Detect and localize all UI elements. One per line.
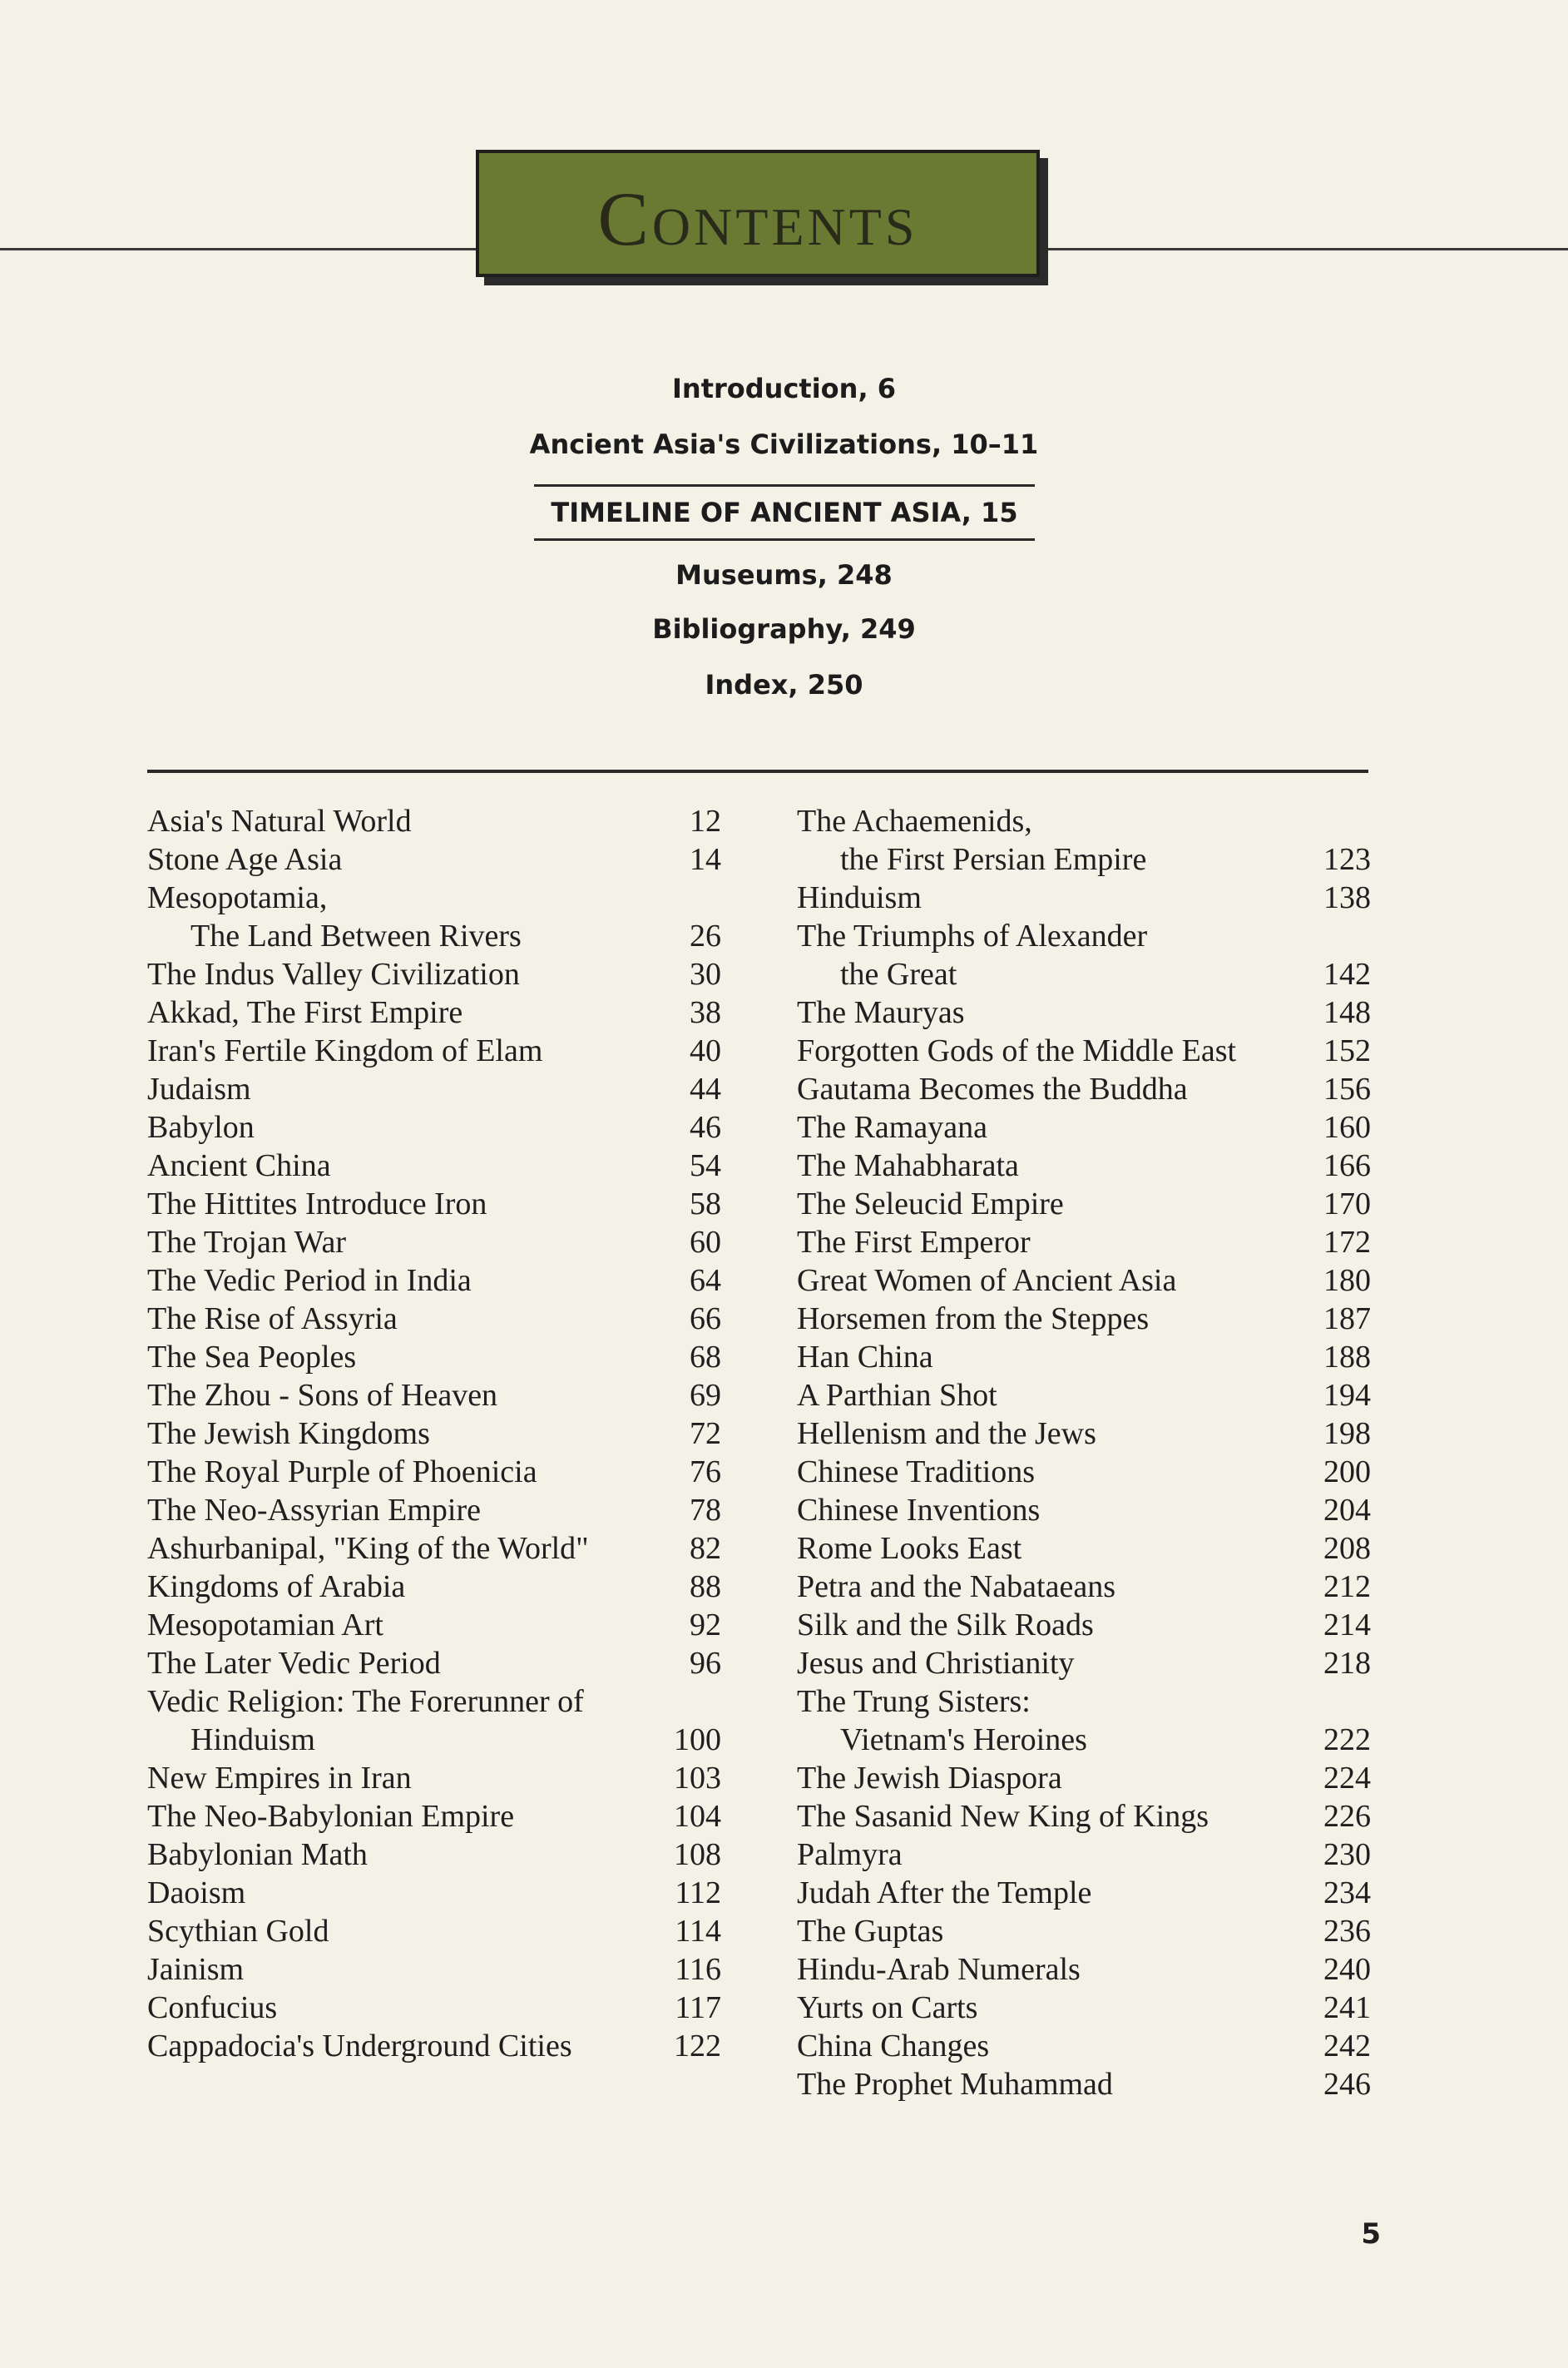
- toc-entry-title: Hellenism and the Jews: [797, 1416, 1096, 1451]
- toc-entry-title: The Prophet Muhammad: [797, 2067, 1113, 2102]
- toc-entry-line: [147, 1261, 721, 1300]
- toc-entry-title: Iran's Fertile Kingdom of Elam: [147, 1033, 543, 1068]
- toc-entry-page: 246: [1323, 2067, 1371, 2102]
- toc-entry-title: Stone Age Asia: [147, 842, 343, 877]
- toc-right-column: [797, 802, 1371, 2103]
- toc-entry-line: [797, 1568, 1371, 1606]
- toc-entry-page: 156: [1323, 1072, 1371, 1107]
- toc-entry: [797, 1032, 1371, 1070]
- toc-entry-title: The Triumphs of Alexander: [797, 919, 1148, 954]
- toc-entry-line: [797, 1529, 1371, 1568]
- toc-entry-line: [147, 802, 721, 840]
- page-title: Contents: [597, 176, 918, 261]
- toc-entry-page: 240: [1323, 1952, 1371, 1987]
- toc-entry-line: [797, 1912, 1371, 1950]
- front-matter-bibliography: Bibliography, 249: [652, 613, 916, 645]
- toc-entry-title: A Parthian Shot: [797, 1378, 997, 1413]
- toc-entry-line: [797, 1682, 1371, 1721]
- toc-entry-page: 123: [1323, 842, 1371, 877]
- toc-entry-page: 218: [1323, 1646, 1371, 1681]
- toc-entry: [797, 1682, 1371, 1759]
- toc-entry-line: [797, 1070, 1371, 1108]
- toc-entry: [797, 1261, 1371, 1300]
- toc-entry-title: The Mauryas: [797, 995, 965, 1030]
- toc-entry-page: 78: [690, 1493, 721, 1528]
- toc-entry-title: The Trung Sisters:: [797, 1684, 1031, 1719]
- toc-entry-page: 46: [690, 1110, 721, 1145]
- toc-entry-title: Gautama Becomes the Buddha: [797, 1072, 1188, 1107]
- toc-entry-title: Chinese Inventions: [797, 1493, 1041, 1528]
- toc-entry-line: [147, 1835, 721, 1874]
- toc-left-column: [147, 802, 721, 2065]
- toc-entry-line: [147, 1491, 721, 1529]
- toc-entry-line: [147, 1797, 721, 1835]
- toc-entry-page: 40: [690, 1033, 721, 1068]
- toc-entry: [147, 1491, 721, 1529]
- toc-entry-page: 104: [674, 1799, 721, 1834]
- toc-entry-title: The Vedic Period in India: [147, 1263, 472, 1298]
- toc-entry-title: Vedic Religion: The Forerunner of: [147, 1684, 584, 1719]
- toc-entry-page: 200: [1323, 1454, 1371, 1489]
- toc-entry-title: Horsemen from the Steppes: [797, 1301, 1150, 1336]
- front-matter-introduction: Introduction, 6: [672, 373, 896, 404]
- toc-entry-line: [797, 1261, 1371, 1300]
- contents-title-box: [476, 150, 1040, 277]
- toc-entry: [147, 1759, 721, 1797]
- toc-entry: [147, 1032, 721, 1070]
- toc-entry-page: 212: [1323, 1569, 1371, 1604]
- toc-entry-title: The Jewish Diaspora: [797, 1761, 1062, 1796]
- toc-entry-title: Vietnam's Heroines: [840, 1722, 1087, 1757]
- toc-entry-title: The Trojan War: [147, 1225, 347, 1260]
- toc-entry-title: The Neo-Babylonian Empire: [147, 1799, 515, 1834]
- toc-entry-line: [797, 1797, 1371, 1835]
- toc-entry: [147, 1529, 721, 1568]
- toc-entry-title: The Zhou - Sons of Heaven: [147, 1378, 498, 1413]
- toc-entry: [797, 1759, 1371, 1797]
- toc-entry-line: [797, 1874, 1371, 1912]
- toc-entry-title: Cappadocia's Underground Cities: [147, 2029, 572, 2063]
- toc-entry-title: the Great: [840, 957, 957, 992]
- toc-entry-title: Ancient China: [147, 1148, 331, 1183]
- toc-entry: [797, 1108, 1371, 1147]
- toc-entry-page: 88: [690, 1569, 721, 1604]
- toc-entry-line: [147, 1759, 721, 1797]
- toc-entry-line: [797, 1989, 1371, 2027]
- toc-entry-page: 30: [690, 957, 721, 992]
- toc-entry: [797, 1147, 1371, 1185]
- toc-entry: [797, 1529, 1371, 1568]
- toc-entry: [147, 1835, 721, 1874]
- toc-entry-title: The Later Vedic Period: [147, 1646, 441, 1681]
- toc-entry-title: The Sea Peoples: [147, 1340, 357, 1375]
- front-matter-civilizations: Ancient Asia's Civilizations, 10–11: [529, 429, 1039, 460]
- toc-entry-page: 188: [1323, 1340, 1371, 1375]
- toc-entry: [147, 1568, 721, 1606]
- toc-entry: [797, 1338, 1371, 1376]
- toc-entry-page: 187: [1323, 1301, 1371, 1336]
- toc-entry-line: [797, 1721, 1371, 1759]
- toc-entry: [147, 1606, 721, 1644]
- toc-entry-page: 112: [675, 1875, 721, 1910]
- toc-entry-line: [147, 1912, 721, 1950]
- toc-entry-title: Forgotten Gods of the Middle East: [797, 1033, 1237, 1068]
- toc-entry-page: 152: [1323, 1033, 1371, 1068]
- toc-entry-title: The Achaemenids,: [797, 804, 1032, 839]
- toc-entry-page: 26: [690, 919, 721, 954]
- toc-entry-line: [147, 1950, 721, 1989]
- toc-entry-line: [147, 955, 721, 993]
- toc-entry-title: China Changes: [797, 2029, 990, 2063]
- toc-entry: [797, 1376, 1371, 1414]
- toc-entry: [147, 955, 721, 993]
- toc-entry: [797, 1989, 1371, 2027]
- toc-entry: [797, 1453, 1371, 1491]
- toc-entry: [147, 1261, 721, 1300]
- toc-entry-title: Ashurbanipal, "King of the World": [147, 1531, 589, 1566]
- toc-entry-page: 12: [690, 804, 721, 839]
- toc-entry-title: Mesopotamian Art: [147, 1608, 383, 1642]
- toc-entry: [147, 1414, 721, 1453]
- toc-entry-line: [797, 2065, 1371, 2103]
- toc-entry-title: The Royal Purple of Phoenicia: [147, 1454, 537, 1489]
- toc-entry-line: [797, 2027, 1371, 2065]
- toc-entry: [147, 802, 721, 840]
- toc-entry-line: [797, 1032, 1371, 1070]
- toc-entry-line: [147, 1070, 721, 1108]
- toc-entry-title: Babylon: [147, 1110, 255, 1145]
- toc-entry-title: Hinduism: [190, 1722, 315, 1757]
- front-matter-index: Index, 250: [705, 669, 863, 701]
- toc-entry: [147, 1453, 721, 1491]
- toc-entry-title: The Sasanid New King of Kings: [797, 1799, 1209, 1834]
- toc-entry-line: [797, 1950, 1371, 1989]
- toc-entry-title: Babylonian Math: [147, 1837, 368, 1872]
- toc-entry: [797, 1644, 1371, 1682]
- toc-entry: [797, 1606, 1371, 1644]
- front-matter-timeline: [534, 484, 1035, 541]
- toc-entry-page: 72: [690, 1416, 721, 1451]
- toc-entry: [147, 1070, 721, 1108]
- front-matter-museums: Museums, 248: [675, 559, 893, 591]
- toc-entry: [147, 1644, 721, 1682]
- toc-entry-page: 170: [1323, 1186, 1371, 1221]
- toc-entry-page: 208: [1323, 1531, 1371, 1566]
- toc-entry-line: [797, 879, 1371, 917]
- toc-entry-page: 198: [1323, 1416, 1371, 1451]
- toc-entry-line: [797, 1223, 1371, 1261]
- toc-entry-line: [797, 1300, 1371, 1338]
- toc-entry-page: 242: [1323, 2029, 1371, 2063]
- toc-entry-page: 116: [675, 1952, 721, 1987]
- toc-entry: [147, 1108, 721, 1147]
- toc-entry-title: Judaism: [147, 1072, 251, 1107]
- toc-entry-title: New Empires in Iran: [147, 1761, 412, 1796]
- toc-entry-line: [797, 955, 1371, 993]
- toc-entry-title: Great Women of Ancient Asia: [797, 1263, 1177, 1298]
- toc-entry-page: 138: [1323, 880, 1371, 915]
- toc-entry-page: 100: [674, 1722, 721, 1757]
- toc-entry: [147, 1989, 721, 2027]
- toc-entry-page: 241: [1323, 1990, 1371, 2025]
- toc-entry: [147, 1223, 721, 1261]
- toc-entry: [797, 1835, 1371, 1874]
- toc-entry-line: [147, 1108, 721, 1147]
- toc-entry-line: [147, 1529, 721, 1568]
- toc-entry-page: 64: [690, 1263, 721, 1298]
- toc-entry-line: [147, 1644, 721, 1682]
- toc-entry-line: [797, 1644, 1371, 1682]
- toc-entry-line: [797, 1108, 1371, 1147]
- toc-entry: [147, 1682, 721, 1759]
- toc-entry-page: 222: [1323, 1722, 1371, 1757]
- toc-entry-title: the First Persian Empire: [840, 842, 1147, 877]
- toc-entry-page: 14: [690, 842, 721, 877]
- toc-entry: [147, 1912, 721, 1950]
- toc-entry: [147, 1185, 721, 1223]
- toc-entry-page: 226: [1323, 1799, 1371, 1834]
- toc-entry: [797, 1912, 1371, 1950]
- toc-entry-page: 224: [1323, 1761, 1371, 1796]
- toc-entry-title: Confucius: [147, 1990, 278, 2025]
- toc-entry-page: 60: [690, 1225, 721, 1260]
- toc-entry-page: 194: [1323, 1378, 1371, 1413]
- toc-entry-title: Jesus and Christianity: [797, 1646, 1075, 1681]
- toc-entry: [147, 2027, 721, 2065]
- toc-entry-line: [797, 802, 1371, 840]
- toc-entry-title: Scythian Gold: [147, 1914, 329, 1949]
- toc-entry: [147, 840, 721, 879]
- toc-entry-title: The Indus Valley Civilization: [147, 957, 520, 992]
- toc-entry-line: [147, 879, 721, 917]
- toc-entry-page: 172: [1323, 1225, 1371, 1260]
- toc-entry: [147, 1874, 721, 1912]
- toc-entry-line: [147, 1338, 721, 1376]
- toc-entry-title: The Jewish Kingdoms: [147, 1416, 430, 1451]
- toc-entry: [147, 1147, 721, 1185]
- toc-entry-page: 58: [690, 1186, 721, 1221]
- toc-entry: [797, 1223, 1371, 1261]
- toc-entry: [797, 1414, 1371, 1453]
- toc-entry: [797, 1797, 1371, 1835]
- toc-entry-title: The Mahabharata: [797, 1148, 1019, 1183]
- toc-entry-page: 204: [1323, 1493, 1371, 1528]
- toc-entry: [797, 802, 1371, 879]
- toc-entry-page: 68: [690, 1340, 721, 1375]
- toc-entry-line: [797, 1376, 1371, 1414]
- toc-entry-page: 180: [1323, 1263, 1371, 1298]
- toc-entry-line: [797, 840, 1371, 879]
- toc-entry-page: 114: [675, 1914, 721, 1949]
- toc-entry-page: 38: [690, 995, 721, 1030]
- toc-entry-title: Petra and the Nabataeans: [797, 1569, 1115, 1604]
- toc-entry-page: 214: [1323, 1608, 1371, 1642]
- toc-entry-line: [147, 1032, 721, 1070]
- toc-entry-title: Kingdoms of Arabia: [147, 1569, 406, 1604]
- toc-entry: [147, 1338, 721, 1376]
- toc-entry: [797, 1185, 1371, 1223]
- toc-entry-line: [147, 1223, 721, 1261]
- toc-entry-page: 69: [690, 1378, 721, 1413]
- toc-entry-page: 160: [1323, 1110, 1371, 1145]
- toc-entry-title: Hinduism: [797, 880, 922, 915]
- toc-entry-page: 92: [690, 1608, 721, 1642]
- toc-entry: [797, 1874, 1371, 1912]
- toc-entry-title: The Ramayana: [797, 1110, 987, 1145]
- toc-entry-line: [797, 1414, 1371, 1453]
- toc-entry-title: Mesopotamia,: [147, 880, 328, 915]
- toc-entry-title: Hindu-Arab Numerals: [797, 1952, 1081, 1987]
- toc-entry-title: The Hittites Introduce Iron: [147, 1186, 487, 1221]
- toc-entry-page: 148: [1323, 995, 1371, 1030]
- toc-entry-line: [147, 1453, 721, 1491]
- toc-entry-line: [797, 1835, 1371, 1874]
- section-divider: [147, 770, 1368, 773]
- toc-entry-title: Chinese Traditions: [797, 1454, 1036, 1489]
- toc-entry-page: 54: [690, 1148, 721, 1183]
- toc-entry-title: Asia's Natural World: [147, 804, 412, 839]
- toc-entry-line: [147, 1376, 721, 1414]
- toc-entry-line: [797, 1491, 1371, 1529]
- toc-entry-title: Rome Looks East: [797, 1531, 1022, 1566]
- toc-entry: [797, 879, 1371, 917]
- toc-entry-title: Daoism: [147, 1875, 246, 1910]
- toc-entry-line: [147, 1874, 721, 1912]
- page-number: 5: [1361, 2217, 1381, 2251]
- toc-entry: [797, 993, 1371, 1032]
- toc-entry-page: 108: [674, 1837, 721, 1872]
- toc-entry-line: [147, 1185, 721, 1223]
- toc-entry: [147, 1950, 721, 1989]
- toc-entry-page: 122: [674, 2029, 721, 2063]
- toc-entry: [797, 917, 1371, 993]
- toc-entry-title: Silk and the Silk Roads: [797, 1608, 1094, 1642]
- toc-entry-line: [797, 1606, 1371, 1644]
- toc-entry-title: The Guptas: [797, 1914, 944, 1949]
- front-matter-timeline-label: TIMELINE OF ANCIENT ASIA, 15: [551, 497, 1018, 528]
- toc-entry: [147, 1300, 721, 1338]
- toc-entry: [797, 2065, 1371, 2103]
- toc-entry: [797, 2027, 1371, 2065]
- toc-entry: [147, 1376, 721, 1414]
- toc-entry-line: [147, 1989, 721, 2027]
- toc-entry-title: The First Emperor: [797, 1225, 1031, 1260]
- toc-entry-line: [147, 1414, 721, 1453]
- toc-entry-title: Jainism: [147, 1952, 245, 1987]
- toc-entry-page: 230: [1323, 1837, 1371, 1872]
- toc-entry-page: 142: [1323, 957, 1371, 992]
- toc-entry-title: Han China: [797, 1340, 933, 1375]
- toc-entry-line: [147, 917, 721, 955]
- toc-entry: [797, 1491, 1371, 1529]
- toc-entry: [797, 1568, 1371, 1606]
- toc-entry-line: [797, 1453, 1371, 1491]
- toc-entry-title: Yurts on Carts: [797, 1990, 978, 2025]
- toc-entry-line: [147, 993, 721, 1032]
- toc-entry-title: The Seleucid Empire: [797, 1186, 1064, 1221]
- toc-entry-page: 44: [690, 1072, 721, 1107]
- toc-entry-line: [147, 1682, 721, 1721]
- toc-entry-page: 96: [690, 1646, 721, 1681]
- toc-entry-page: 66: [690, 1301, 721, 1336]
- toc-entry-line: [147, 840, 721, 879]
- toc-entry-line: [797, 1185, 1371, 1223]
- toc-entry-line: [147, 1300, 721, 1338]
- toc-entry-line: [147, 1568, 721, 1606]
- toc-entry-title: The Land Between Rivers: [190, 919, 522, 954]
- toc-entry-line: [797, 917, 1371, 955]
- toc-entry: [147, 879, 721, 955]
- toc-entry-line: [147, 1147, 721, 1185]
- toc-entry-page: 117: [675, 1990, 721, 2025]
- toc-entry-page: 76: [690, 1454, 721, 1489]
- toc-entry-page: 103: [674, 1761, 721, 1796]
- toc-entry-line: [147, 2027, 721, 2065]
- toc-entry: [147, 1797, 721, 1835]
- toc-entry-line: [797, 1759, 1371, 1797]
- toc-entry-line: [147, 1721, 721, 1759]
- toc-entry-title: Judah After the Temple: [797, 1875, 1092, 1910]
- toc-entry-title: Palmyra: [797, 1837, 903, 1872]
- toc-entry-line: [147, 1606, 721, 1644]
- toc-entry-title: The Neo-Assyrian Empire: [147, 1493, 481, 1528]
- toc-entry-title: Akkad, The First Empire: [147, 995, 463, 1030]
- toc-entry-page: 166: [1323, 1148, 1371, 1183]
- toc-entry-page: 236: [1323, 1914, 1371, 1949]
- toc-entry: [797, 1300, 1371, 1338]
- toc-entry: [147, 993, 721, 1032]
- toc-entry-line: [797, 1147, 1371, 1185]
- toc-entry: [797, 1070, 1371, 1108]
- toc-entry-line: [797, 993, 1371, 1032]
- toc-entry-page: 234: [1323, 1875, 1371, 1910]
- toc-entry-title: The Rise of Assyria: [147, 1301, 398, 1336]
- toc-entry-line: [797, 1338, 1371, 1376]
- toc-entry-page: 82: [690, 1531, 721, 1566]
- toc-entry: [797, 1950, 1371, 1989]
